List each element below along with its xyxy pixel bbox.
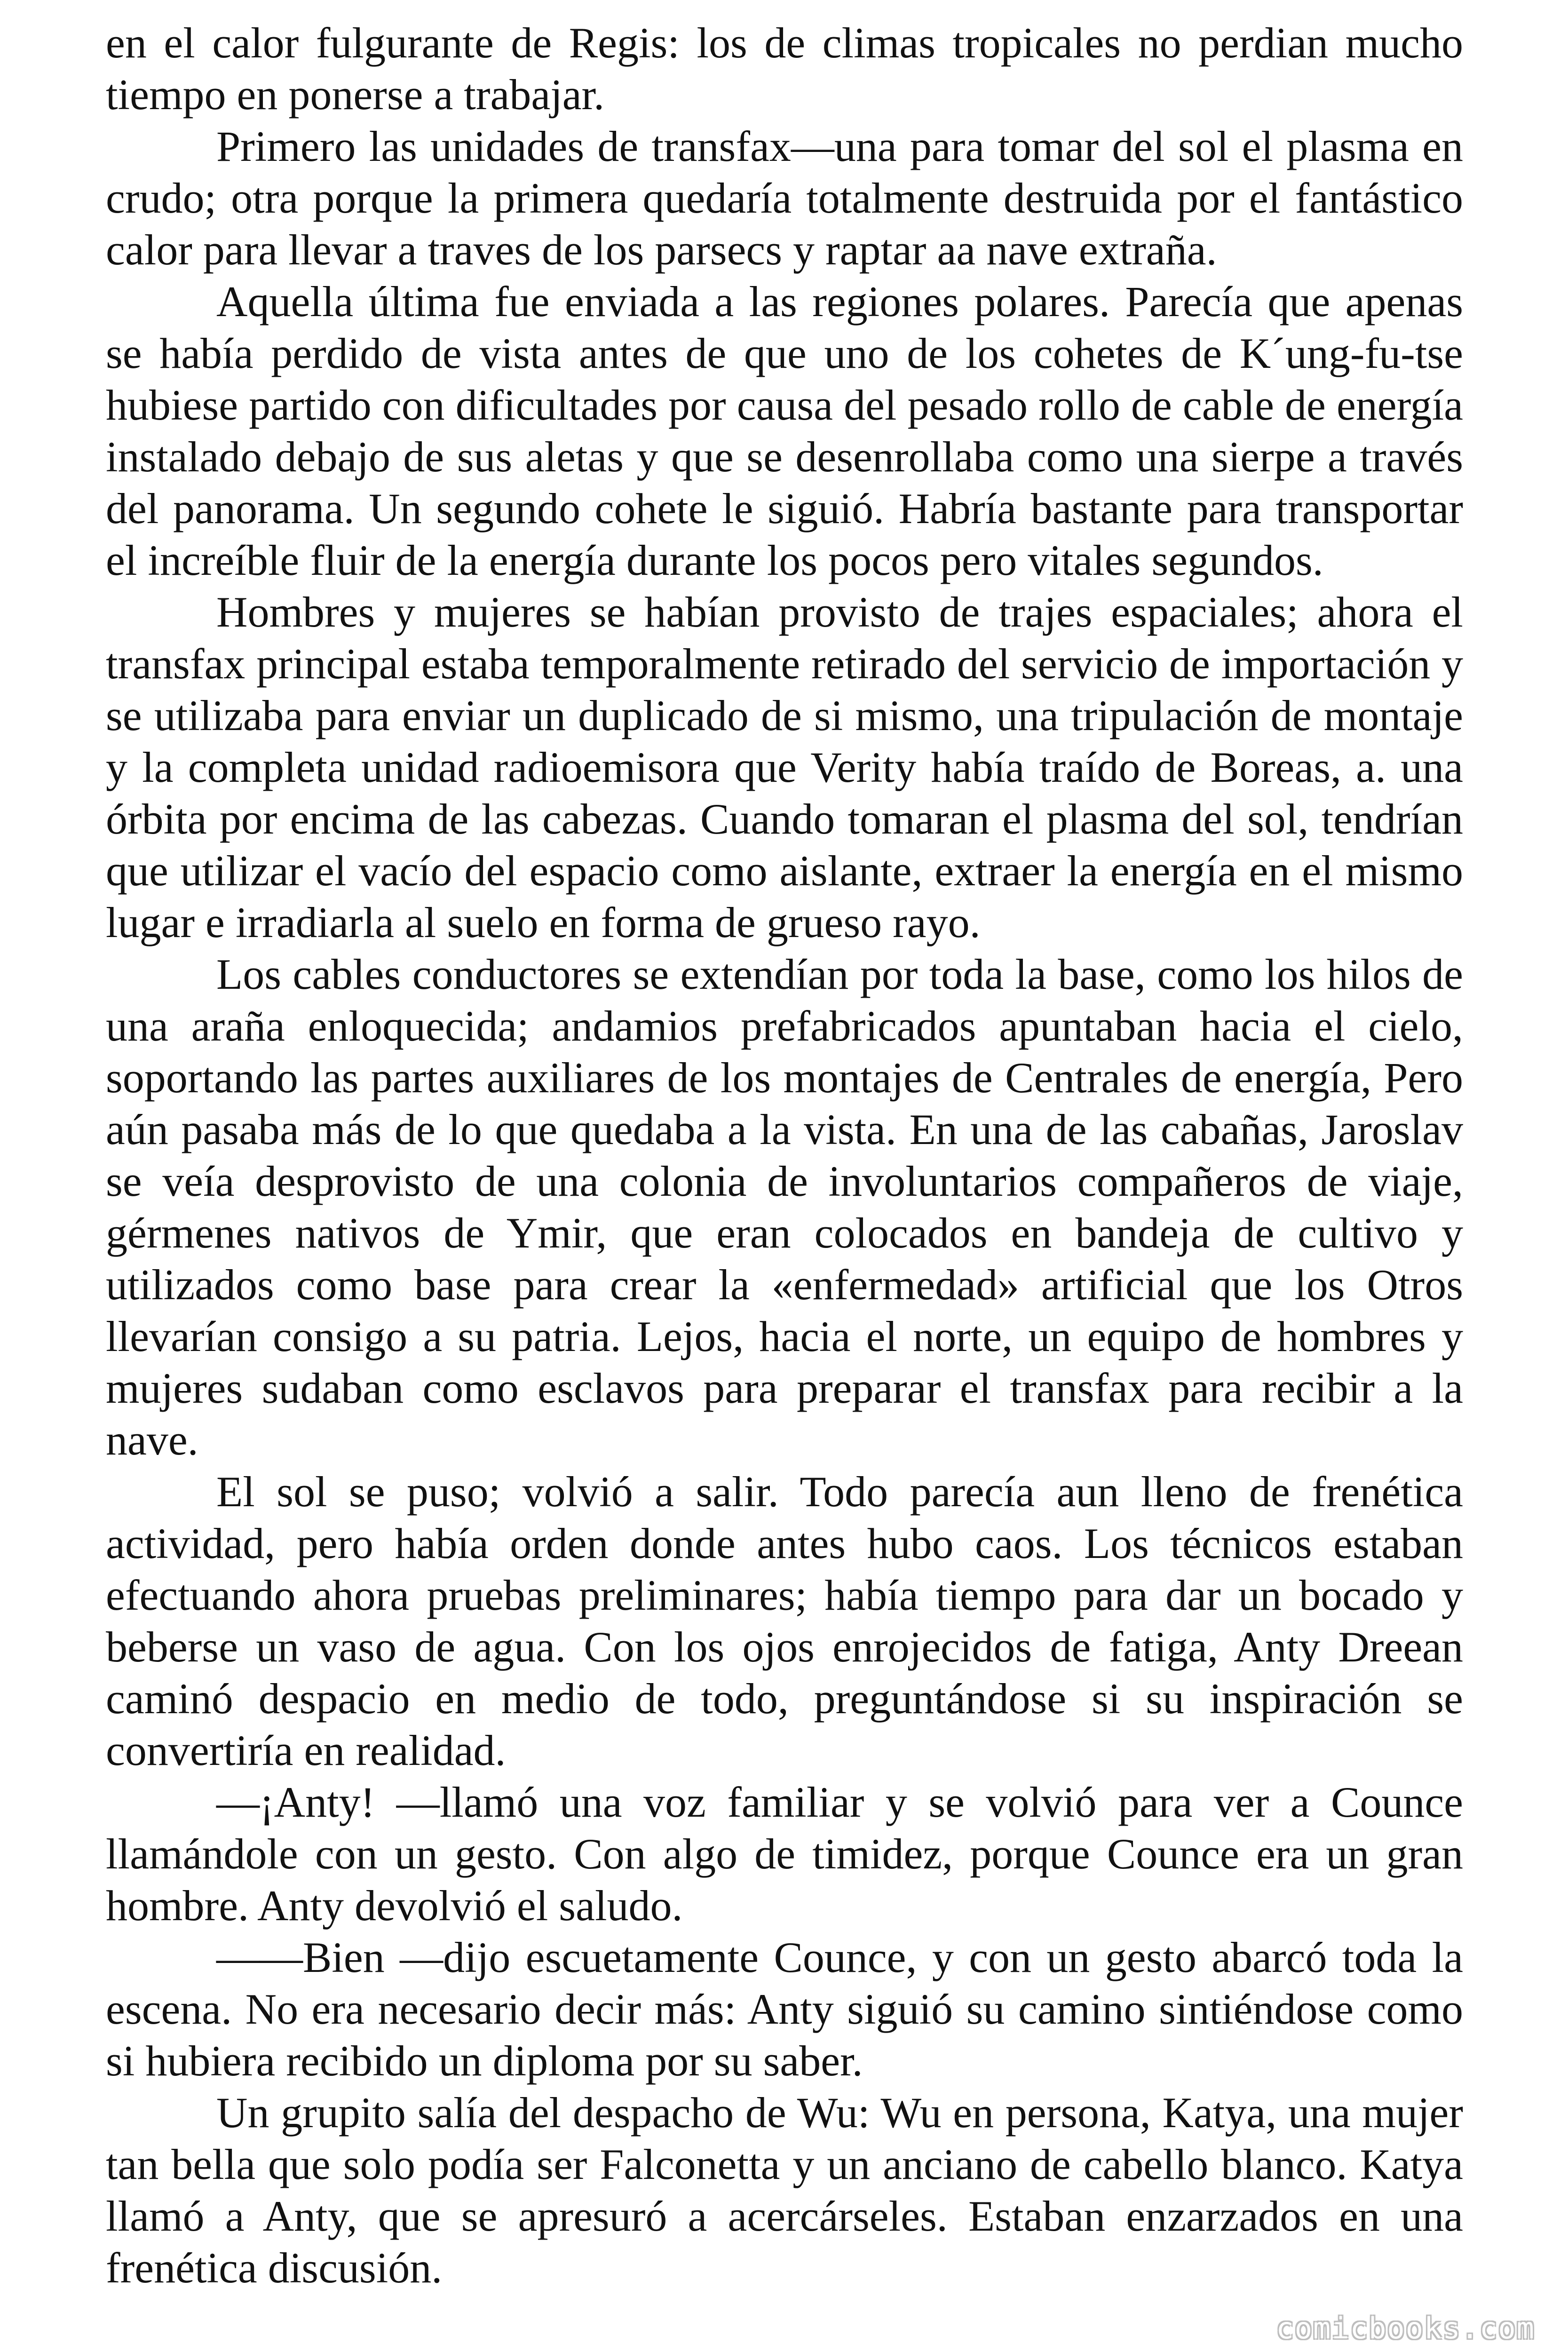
paragraph-1: en el calor fulgurante de Regis: los de climas tropicales no perdian mucho tiempo en ponerse a trabajar. [106, 19, 1463, 119]
paragraph-4: Hombres y mujeres se habían provisto de trajes espaciales; ahora el transfax principal estaba temporalmente retirado del servicio de importación y se utilizaba para enviar un duplicado de si mismo, una tripulación de montaje y la completa unidad radioemisora que Verity había traído de Boreas, a. una órbita por encima de las cabezas. Cuando tomaran el plasma del sol, tendrían que utilizar el vacío del espacio como aislante, extraer la energía en el mismo lugar e irradiarla al suelo en forma de grueso rayo. [106, 588, 1463, 946]
paragraph-2: Primero las unidades de transfax—una para tomar del sol el plasma en crudo; otra porque la primera quedaría totalmente destruida por el fantástico calor para llevar a traves de los parsecs y raptar aa nave extraña. [106, 122, 1463, 274]
watermark: comicbooks.com [1276, 2311, 1535, 2345]
paragraph-7: —¡Anty! —llamó una voz familiar y se volvió para ver a Counce llamándole con un gesto. Con algo de timidez, porque Counce era un gran hombre. Anty devolvió el saludo. [106, 1778, 1463, 1930]
paragraph-5: Los cables conductores se extendían por toda la base, como los hilos de una araña enloquecida; andamios prefabricados apuntaban hacia el cielo, soportando las partes auxiliares de los montajes de Centrales de energía, Pero aún pasaba más de lo que quedaba a la vista. En una de las cabañas, Jaroslav se veía desprovisto de una colonia de involuntarios compañeros de viaje, gérmenes nativos de Ymir, que eran colocados en bandeja de cultivo y utilizados como base para crear la «enfermedad» artificial que los Otros llevarían consigo a su patria. Lejos, hacia el norte, un equipo de hombres y mujeres sudaban como esclavos para preparar el transfax para recibir a la nave. [106, 950, 1463, 1464]
book-page [106, 17, 1463, 2312]
paragraph-9: Un grupito salía del despacho de Wu: Wu en persona, Katya, una mujer tan bella que solo podía ser Falconetta y un anciano de cabello blanco. Katya llamó a Anty, que se apresuró a acercárseles. Estaban enzarzados en una frenética discusión. [106, 2089, 1463, 2292]
paragraph-6: El sol se puso; volvió a salir. Todo parecía aun lleno de frenética actividad, pero había orden donde antes hubo caos. Los técnicos estaban efectuando ahora pruebas preliminares; había tiempo para dar un bocado y beberse un vaso de agua. Con los ojos enrojecidos de fatiga, Anty Dreean caminó despacio en medio de todo, preguntándose si su inspiración se convertiría en realidad. [106, 1468, 1463, 1774]
paragraph-8: ——Bien —dijo escuetamente Counce, y con un gesto abarcó toda la escena. No era necesario decir más: Anty siguió su camino sintiéndose como si hubiera recibido un diploma por su saber. [106, 1933, 1463, 2085]
paragraph-3: Aquella última fue enviada a las regiones polares. Parecía que apenas se había perdido de vista antes de que uno de los cohetes de K´ung-fu-tse hubiese partido con dificultades por causa del pesado rollo de cable de energía instalado debajo de sus aletas y que se desenrollaba como una sierpe a través del panorama. Un segundo cohete le siguió. Habría bastante para transportar el increíble fluir de la energía durante los pocos pero vitales segundos. [106, 278, 1463, 584]
